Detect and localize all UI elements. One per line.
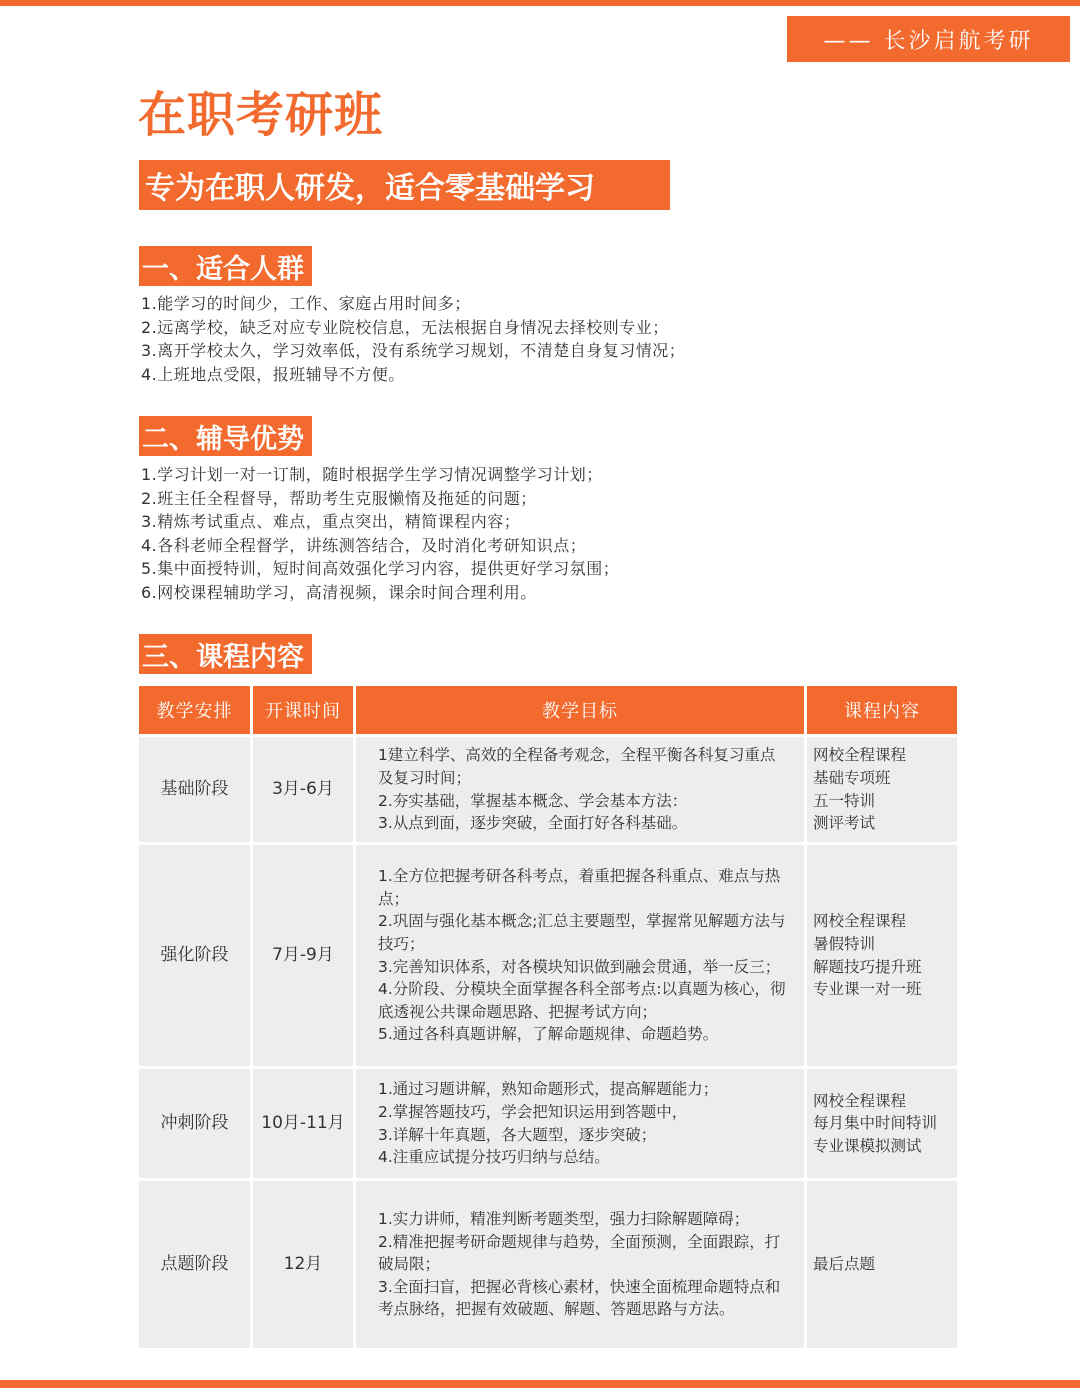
goal-line: 1建立科学、高效的全程备考观念，全程平衡各科复习重点及复习时间； <box>378 746 776 787</box>
goal-line: 1.通过习题讲解，熟知命题形式，提高解题能力； <box>378 1080 719 1099</box>
goal-line: 3.全面扫盲，把握必背核心素材，快速全面梳理命题特点和考点脉络，把握有效破题、解题、答题思路与方法。 <box>378 1277 781 1319</box>
goal-line: 1.实力讲师，精准判断考题类型，强力扫除解题障碍； <box>378 1210 750 1229</box>
column-header-time: 开课时间 <box>253 686 353 737</box>
stage-cell: 点题阶段 <box>139 1181 250 1351</box>
goal-cell <box>356 737 804 845</box>
subtitle-banner: 专为在职人研发，适合零基础学习 <box>139 160 670 210</box>
content-line: 网校全程课程 <box>813 1091 907 1110</box>
advantages-list <box>141 463 619 604</box>
time-cell: 3月-6月 <box>253 737 353 845</box>
audience-list <box>141 292 685 386</box>
bottom-accent-bar <box>0 1380 1080 1388</box>
list-item: 6.网校课程辅助学习，高清视频，课余时间合理利用。 <box>141 582 537 602</box>
content-line: 网校全程课程 <box>813 746 907 765</box>
content-line: 最后点题 <box>813 1255 876 1274</box>
goal-line: 2.精准把握考研命题规律与趋势，全面预测，全面跟踪，打破局限； <box>378 1232 781 1274</box>
content-line: 专业课模拟测试 <box>813 1136 922 1155</box>
goal-line: 2.掌握答题技巧，学会把知识运用到答题中， <box>378 1102 688 1121</box>
time-cell: 10月-11月 <box>253 1069 353 1181</box>
content-line: 解题技巧提升班 <box>813 957 922 976</box>
list-item: 2.班主任全程督导，帮助考生克服懒惰及拖延的问题； <box>141 488 537 508</box>
stage-cell: 基础阶段 <box>139 737 250 845</box>
goal-line: 4.分阶段、分模块全面掌握各科全部考点:以真题为核心，彻底透视公共课命题思路、把握考试方向； <box>378 980 786 1021</box>
list-item: 2.远离学校，缺乏对应专业院校信息，无法根据自身情况去择校则专业； <box>141 317 669 337</box>
content-line: 网校全程课程 <box>813 912 907 931</box>
table-row <box>139 1069 957 1181</box>
goal-cell <box>356 845 804 1069</box>
section-heading-advantages: 二、辅导优势 <box>139 416 312 456</box>
content-cell <box>807 1181 957 1351</box>
goal-line: 3.详解十年真题，各大题型，逐步突破； <box>378 1125 657 1144</box>
content-line: 每月集中时间特训 <box>813 1114 938 1133</box>
list-item: 4.各科老师全程督学，讲练测答结合，及时消化考研知识点； <box>141 535 587 555</box>
top-accent-bar <box>0 0 1080 6</box>
course-table <box>136 686 960 1351</box>
table-header-row <box>139 686 957 737</box>
goal-cell <box>356 1069 804 1181</box>
brand-tag: —— 长沙启航考研 <box>787 16 1070 62</box>
section-heading-courses: 三、课程内容 <box>139 634 312 674</box>
content-cell <box>807 737 957 845</box>
content-line: 测评考试 <box>813 814 876 833</box>
stage-cell: 冲刺阶段 <box>139 1069 250 1181</box>
table-row <box>139 1181 957 1351</box>
content-cell <box>807 1069 957 1181</box>
column-header-stage: 教学安排 <box>139 686 250 737</box>
list-item: 1.学习计划一对一订制，随时根据学生学习情况调整学习计划； <box>141 465 603 484</box>
content-line: 基础专项班 <box>813 768 891 787</box>
goal-line: 2.巩固与强化基本概念;汇总主要题型，掌握常见解题方法与技巧； <box>378 912 786 953</box>
list-item: 4.上班地点受限，报班辅导不方便。 <box>141 364 405 384</box>
section-heading-audience: 一、适合人群 <box>139 246 312 286</box>
list-item: 5.集中面授特训，短时间高效强化学习内容，提供更好学习氛围； <box>141 559 620 578</box>
list-item: 1.能学习的时间少，工作、家庭占用时间多； <box>141 294 471 313</box>
column-header-content: 课程内容 <box>807 686 957 737</box>
table-row <box>139 737 957 845</box>
goal-line: 2.夯实基础，掌握基本概念、学会基本方法： <box>378 791 688 810</box>
stage-cell: 强化阶段 <box>139 845 250 1069</box>
list-item: 3.离开学校太久，学习效率低，没有系统学习规划，不清楚自身复习情况； <box>141 341 686 360</box>
content-line: 暑假特训 <box>813 934 876 953</box>
goal-line: 3.完善知识体系，对各模块知识做到融会贯通，举一反三； <box>378 957 781 976</box>
page-title: 在职考研班 <box>138 87 384 143</box>
table-row <box>139 845 957 1069</box>
goal-line: 5.通过各科真题讲解，了解命题规律、命题趋势。 <box>378 1025 719 1044</box>
content-line: 五一特训 <box>813 791 876 810</box>
list-item: 3.精炼考试重点、难点，重点突出，精简课程内容； <box>141 512 521 531</box>
goal-cell <box>356 1181 804 1351</box>
time-cell: 7月-9月 <box>253 845 353 1069</box>
goal-line: 4.注重应试提分技巧归纳与总结。 <box>378 1148 610 1167</box>
time-cell: 12月 <box>253 1181 353 1351</box>
content-line: 专业课一对一班 <box>813 980 922 999</box>
goal-line: 3.从点到面，逐步突破，全面打好各科基础。 <box>378 814 688 833</box>
goal-line: 1.全方位把握考研各科考点，着重把握各科重点、难点与热点； <box>378 867 781 908</box>
content-cell <box>807 845 957 1069</box>
column-header-goals: 教学目标 <box>356 686 804 737</box>
